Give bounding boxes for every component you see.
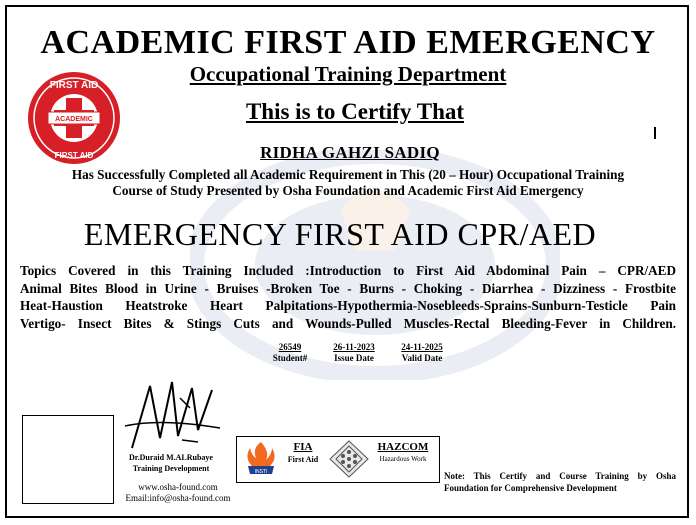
fia-subtitle: First Aid bbox=[287, 455, 319, 464]
website-link: www.osha-found.com bbox=[138, 482, 218, 492]
logo-center-text: ACADEMIC bbox=[55, 116, 93, 123]
student-number-block bbox=[270, 342, 310, 364]
logo-bottom-text: FIRST AID bbox=[54, 151, 94, 160]
certificate-title: ACADEMIC FIRST AID EMERGENCY bbox=[40, 24, 656, 61]
topics-paragraph bbox=[20, 262, 676, 332]
signatory-name: Dr.Duraid M.ALRubaye bbox=[129, 453, 213, 462]
text-cursor bbox=[654, 127, 656, 139]
topics-line: Heat-Haustion Heatstroke Heart Palpitations-Hypothermia-Nosebleeds-Sprains-Sunburn-Testicle Pain bbox=[20, 298, 676, 313]
first-aid-logo bbox=[26, 70, 122, 166]
valid-date: 24-11-2025 bbox=[401, 342, 443, 352]
footer-note: Note: This Certify and Course Training by Osha Foundation for Comprehensive Development bbox=[444, 471, 676, 493]
issue-date: 26-11-2023 bbox=[333, 342, 375, 352]
issue-date-block bbox=[326, 342, 382, 364]
course-title: EMERGENCY FIRST AID CPR/AED bbox=[83, 216, 597, 252]
completion-line-2: Course of Study Presented by Osha Foundation and Academic First Aid Emergency bbox=[112, 183, 584, 198]
certify-heading: This is to Certify That bbox=[245, 99, 465, 124]
recipient-name: RIDHA GAHZI SADIQ bbox=[260, 143, 440, 162]
completion-statement bbox=[18, 167, 678, 199]
valid-date-block bbox=[394, 342, 450, 364]
student-number-label: Student# bbox=[272, 353, 308, 363]
topics-line: Topics Covered in this Training Included :Introduction to First Aid Abdominal Pain – CPR/AED bbox=[20, 263, 676, 278]
fia-flame-icon bbox=[242, 440, 280, 478]
hazcom-title: HAZCOM bbox=[377, 441, 429, 453]
hazcom-diamond-icon bbox=[329, 440, 369, 478]
topics-line: Animal Bites Blood in Urine - Bruises -Broken Toe - Burns - Choking - Diarrhea - Dizziness - Frostbite bbox=[20, 280, 676, 296]
completion-line-1: Has Successfully Completed all Academic Requirement in This (20 – Hour) Occupational Training bbox=[71, 167, 625, 182]
logo-ring-text: FIRST AID bbox=[49, 80, 99, 91]
fia-logo-text: INSTI bbox=[254, 469, 268, 475]
signatory-role: Training Development bbox=[132, 464, 210, 473]
fia-title: FIA bbox=[293, 441, 313, 453]
department-name: Occupational Training Department bbox=[189, 62, 507, 86]
issue-date-label: Issue Date bbox=[334, 353, 374, 363]
signature-image bbox=[120, 378, 230, 458]
photo-placeholder bbox=[22, 415, 114, 504]
contact-info bbox=[118, 482, 238, 504]
hazcom-subtitle: Hazardous Work bbox=[379, 455, 427, 463]
topics-line: Vertigo- Insect Bites & Stings Cuts and Wounds-Pulled Muscles-Rectal Bleeding-Fever in Children. bbox=[20, 315, 676, 331]
signatory bbox=[116, 452, 226, 474]
email-address: Email:info@osha-found.com bbox=[125, 493, 231, 503]
student-number: 26549 bbox=[278, 342, 302, 352]
accreditation-badges bbox=[236, 436, 440, 483]
valid-date-label: Valid Date bbox=[401, 353, 443, 363]
